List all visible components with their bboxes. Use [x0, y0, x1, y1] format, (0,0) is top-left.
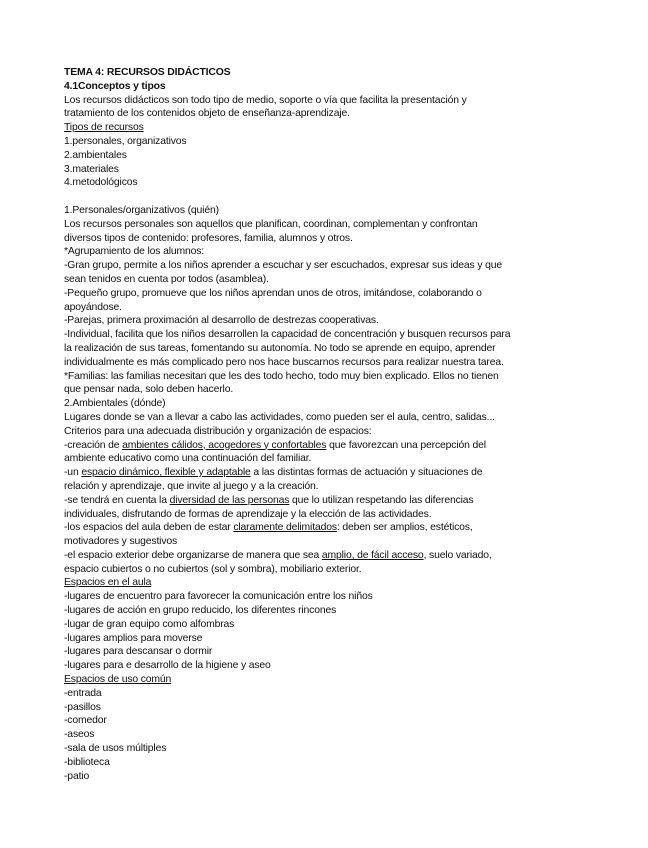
espacios-aula-item: -lugar de gran equipo como alfombras [64, 618, 235, 630]
document-title: TEMA 4: RECURSOS DIDÁCTICOS [64, 67, 231, 78]
criterio-underlined: ambientes cálidos, acogedores y confortables [122, 439, 327, 451]
ambientales-line: Criterios para una adecuada distribución y organización de espacios: [64, 425, 372, 437]
tipos-heading: Tipos de recursos [64, 122, 144, 134]
criterio-cont: ambiente educativo como una continuación del familiar. [64, 453, 312, 465]
criterio-underlined: claramente delimitados [233, 522, 337, 534]
tipos-item: 1.personales, organizativos [64, 135, 187, 147]
criterio-underlined: diversidad de las personas [169, 494, 290, 506]
personales-line: *Familias: las familias necesitan que les des todo hecho, todo muy bien explicado. Ellos no tienen [64, 370, 499, 382]
espacios-aula-item: -lugares amplios para moverse [64, 632, 203, 644]
criterio-cont: relación y aprendizaje, que invite al juego y a la creación. [64, 480, 319, 492]
espacios-comun-item: -sala de usos múltiples [64, 743, 167, 755]
personales-line: que pensar nada, solo deben hacerlo. [64, 384, 234, 396]
espacios-aula-item: -lugares de encuentro para favorecer la comunicación entre los niños [64, 591, 373, 603]
personales-line: -Pequeño grupo, promueve que los niños aprendan unos de otros, imitándose, colaborando o [64, 287, 482, 299]
espacios-aula-item: -lugares de acción en grupo reducido, los diferentes rincones [64, 605, 337, 617]
ambientales-heading: 2.Ambientales (dónde) [64, 398, 166, 410]
espacios-comun-heading: Espacios de uso común [64, 674, 172, 686]
criterio-cont: motivadores y sugestivos [64, 536, 178, 548]
criterio-line: -se tendrá en cuenta la diversidad de las personas que lo utilizan respetando las diferencias [64, 494, 474, 506]
personales-line: -Gran grupo, permite a los niños aprender a escuchar y ser escuchados, expresar sus ideas y que [64, 260, 502, 272]
personales-line: *Agrupamiento de los alumnos: [64, 246, 205, 258]
espacios-comun-item: -pasillos [64, 701, 101, 713]
personales-line: Los recursos personales son aquellos que planifican, coordinan, complementan y confrontan [64, 218, 478, 230]
espacios-comun-item: -comedor [64, 715, 107, 727]
personales-line: la realización de sus tareas, fomentando su autonomía. No todo se aprende en equipo, aprender [64, 342, 496, 354]
section-subtitle: 4.1Conceptos y tipos [64, 80, 166, 92]
blank-line [64, 190, 604, 204]
document-page [64, 66, 604, 783]
espacios-aula-item: -lugares para descansar o dormir [64, 646, 213, 658]
tipos-item: 2.ambientales [64, 149, 127, 161]
criterio-line: -el espacio exterior debe organizarse de manera que sea amplio, de fácil acceso, suelo variado, [64, 549, 492, 561]
espacios-comun-item: -entrada [64, 687, 102, 699]
personales-line: diversos tipos de contenido: profesores, familia, alumnos y otros. [64, 232, 353, 244]
espacios-comun-item: -aseos [64, 729, 95, 741]
criterio-cont: individuales, disfrutando de formas de aprendizaje y la elección de las actividades. [64, 508, 432, 520]
criterio-line: -creación de ambientes cálidos, acogedores y confortables que favorezcan una percepción del [64, 439, 486, 451]
espacios-comun-item: -patio [64, 770, 90, 782]
criterio-line: -un espacio dinámico, flexible y adaptable a las distintas formas de actuación y situaciones de [64, 467, 483, 479]
criterio-cont: espacio cubiertos o no cubiertos (sol y sombra), mobiliario exterior. [64, 563, 362, 575]
personales-line: -Individual, facilita que los niños desarrollen la capacidad de concentración y busquen recursos para [64, 329, 511, 341]
espacios-aula-item: -lugares para e desarrollo de la higiene y aseo [64, 660, 271, 672]
personales-line: -Parejas, primera proximación al desarrollo de destrezas cooperativas. [64, 315, 379, 327]
intro-line: Los recursos didácticos son todo tipo de medio, soporte o vía que facilita la presentación y [64, 94, 467, 106]
criterio-underlined: amplio, de fácil acceso [321, 549, 424, 561]
criterio-line: -los espacios del aula deben de estar claramente delimitados: deben ser amplios, estéticos, [64, 522, 473, 534]
tipos-item: 3.materiales [64, 163, 119, 175]
tipos-item: 4.metodológicos [64, 177, 138, 189]
espacios-comun-item: -biblioteca [64, 756, 110, 768]
personales-line: individualmente es más complicado pero nos hace buscarnos recursos para realizar nuestra tarea. [64, 356, 504, 368]
espacios-aula-heading: Espacios en el aula [64, 577, 152, 589]
ambientales-line: Lugares donde se van a llevar a cabo las actividades, como pueden ser el aula, centro, salidas... [64, 411, 495, 423]
personales-line: apoyándose. [64, 301, 122, 313]
criterio-underlined: espacio dinámico, flexible y adaptable [81, 467, 251, 479]
personales-line: sean tenidos en cuenta por todos (asamblea). [64, 273, 269, 285]
intro-line: tratamiento de los contenidos objeto de enseñanza-aprendizaje. [64, 108, 350, 120]
personales-heading: 1.Personales/organizativos (quién) [64, 204, 219, 216]
